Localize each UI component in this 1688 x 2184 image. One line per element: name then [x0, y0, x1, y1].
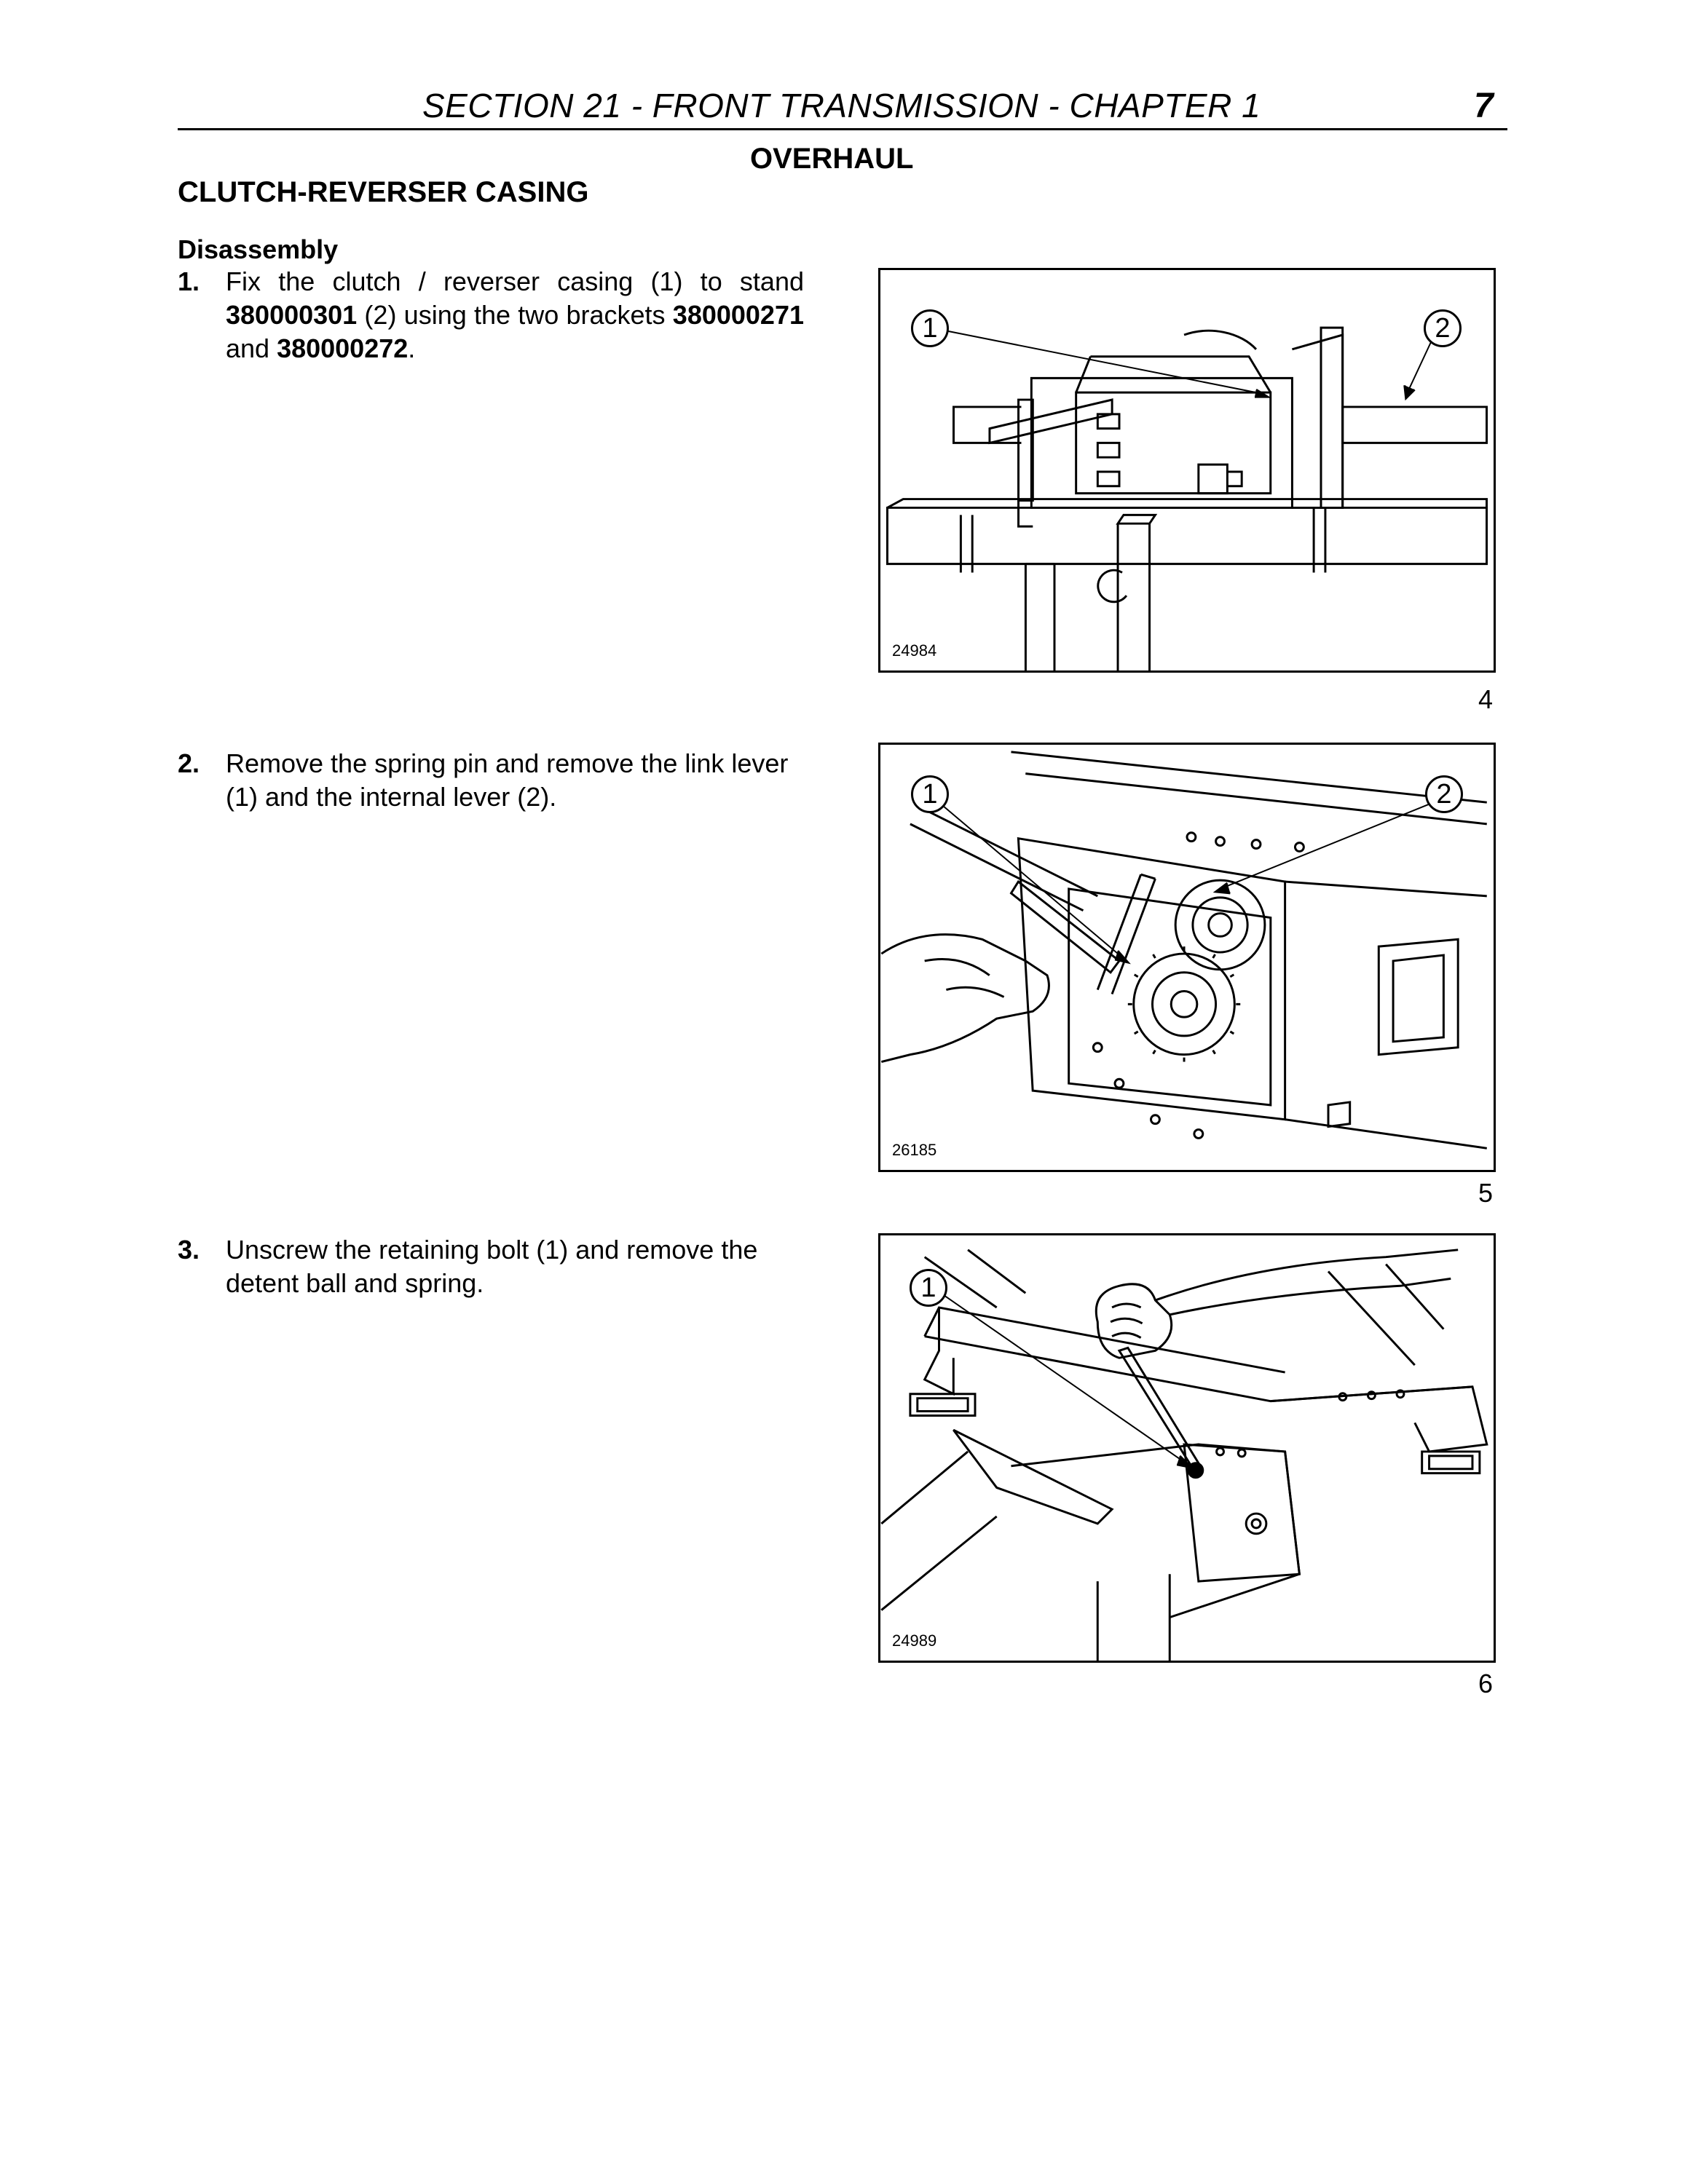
link-lever-removal-illustration [880, 745, 1494, 1170]
step-number: 2. [178, 748, 200, 778]
step-3 [178, 1233, 804, 1300]
part-number: 380000272 [277, 333, 409, 363]
figure-id: 24984 [892, 641, 937, 660]
header-divider [178, 128, 1507, 130]
part-number: 380000301 [226, 300, 358, 330]
figure-id: 24989 [892, 1631, 937, 1650]
step-2 [178, 747, 804, 814]
figure-id: 26185 [892, 1141, 937, 1159]
callout-2: 2 [1425, 775, 1463, 813]
callout-1: 1 [911, 309, 949, 347]
callout-2: 2 [1424, 309, 1462, 347]
part-number: 380000271 [672, 300, 804, 330]
figure-number: 4 [1478, 684, 1494, 714]
figure-retaining-bolt-removal [878, 1233, 1496, 1663]
figure-casing-on-stand [878, 268, 1496, 673]
step-text: Remove the spring pin and remove the link lever (1) and the internal lever (2). [226, 748, 789, 812]
figure-link-lever-removal [878, 743, 1496, 1172]
figure-number: 5 [1478, 1178, 1494, 1208]
casing-on-stand-illustration [880, 270, 1494, 670]
step-number: 1. [178, 266, 200, 296]
subheading-disassembly: Disassembly [178, 234, 339, 264]
callout-1: 1 [911, 775, 949, 813]
step-number: 3. [178, 1235, 200, 1265]
section-title: CLUTCH-REVERSER CASING [178, 176, 589, 208]
page-number: 7 [1474, 87, 1494, 125]
retaining-bolt-removal-illustration [880, 1235, 1494, 1661]
figure-number: 6 [1478, 1669, 1494, 1698]
chapter-heading: OVERHAUL [750, 143, 914, 175]
step-text: Fix the clutch / reverser casing (1) to stand 380000301 (2) using the two brackets 380000271 and 380000272. [226, 266, 804, 363]
section-header-title: SECTION 21 - FRONT TRANSMISSION - CHAPTER 1 [422, 87, 1261, 124]
step-text: Unscrew the retaining bolt (1) and remove the detent ball and spring. [226, 1235, 758, 1298]
step-1 [178, 265, 804, 365]
callout-1: 1 [910, 1269, 947, 1307]
